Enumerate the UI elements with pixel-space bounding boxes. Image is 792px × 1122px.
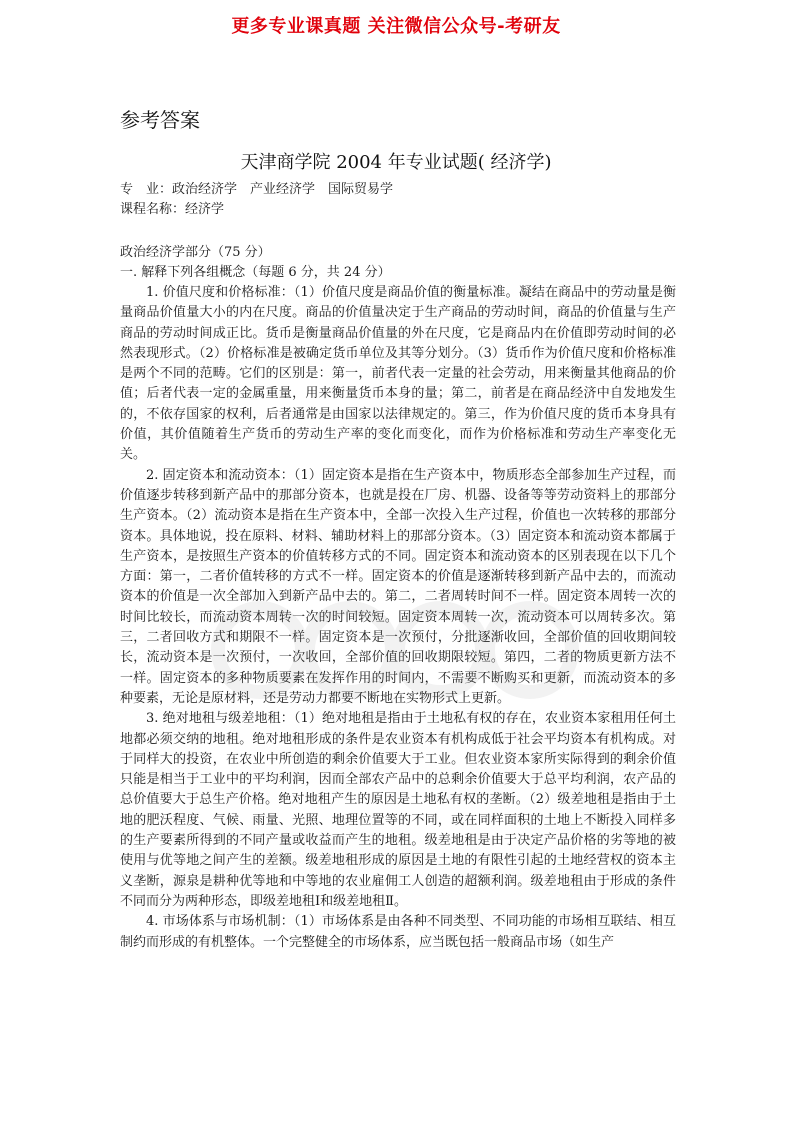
answer-paragraph-2: 2. 固定资本和流动资本：（1）固定资本是指在生产资本中，物质形态全部参加生产过程，而价值逐步转移到新产品中的那部分资本，也就是投在厂房、机器、设备等等劳动资料上的那部分生产资本。（2）流动资本是指在生产资本中，全部一次投入生产过程，价值也一次转移的那部分资本。具体地说，投在原料、材料、辅助材料上的那部分资本。（3）固定资本和流动资本都属于生产资本，是按照生产资本的价值转移方式的不同。固定资本和流动资本的区别表现在以下几个方面：第一，二者价值转移的方式不一样。固定资本的价值是逐渐转移到新产品中去的，而流动资本的价值是一次全部加入到新产品中去的。第二，二者周转时间不一样。固定资本周转一次的时间比较长，而流动资本周转一次的时间较短。固定资本周转一次，流动资本可以周转多次。第三，二者回收方式和期限不一样。固定资本是一次预付，分批逐渐收回，全部价值的回收期间较长，流动资本是一次预付，一次收回，全部价值的回收期限较短。第四，二者的物质更新方法不一样。固定资本的多种物质要素在发挥作用的时间内，不需要不断购买和更新，而流动资本的多种要素，无论是原材料，还是劳动力都要不断地在实物形式上更新。 bbox=[120, 467, 676, 706]
major-line: 专 业：政治经济学 产业经济学 国际贸易学 bbox=[120, 182, 394, 197]
course-line: 课程名称：经济学 bbox=[120, 202, 225, 217]
answer-body bbox=[120, 283, 676, 953]
answer-paragraph-3: 3. 绝对地租与级差地租：（1）绝对地租是指由于土地私有权的存在，农业资本家租用任何土地都必须交纳的地租。绝对地租形成的条件是农业资本有机构成低于社会平均资本有机构成。对于同样大的投资，在农业中所创造的剩余价值要大于工业。但农业资本家所实际得到的剩余价值只能是相当于工业中的平均利润，因而全部农产品中的总剩余价值要大于总平均利润，农产品的总价值要大于总生产价格。绝对地租产生的原因是土地私有权的垄断。（2）级差地租是指由于土地的肥沃程度、气候、雨量、光照、地理位置等的不同，或在同样面积的土地上不断投入同样多的生产要素所得到的不同产量或收益而产生的地租。级差地租是由于决定产品价格的劣等地的被使用与优等地之间产生的差额。级差地租形成的原因是土地的有限性引起的土地经营权的资本主义垄断，源泉是耕种优等地和中等地的农业雇佣工人创造的超额利润。级差地租由于形成的条件不同而分为两种形态，即级差地租Ⅰ和级差地租Ⅱ。 bbox=[120, 711, 676, 909]
section-heading: 参考答案 bbox=[120, 108, 200, 132]
promo-banner: 更多专业课真题 关注微信公众号-考研友 bbox=[231, 16, 561, 37]
question-heading: 一. 解释下列各组概念（每题 6 分，共 24 分） bbox=[120, 265, 391, 280]
answer-paragraph-1: 1. 价值尺度和价格标准：（1）价值尺度是商品价值的衡量标准。凝结在商品中的劳动量是衡量商品价值量大小的内在尺度。商品的价值量决定于生产商品的劳动时间，商品的价值量与生产商品的劳动时间成正比。货币是衡量商品价值量的外在尺度，它是商品内在价值即劳动时间的必然表现形式。（2）价格标准是被确定货币单位及其等分划分。（3）货币作为价值尺度和价格标准是两个不同的范畴。它们的区别是：第一，前者代表一定量的社会劳动，用来衡量其他商品的价值；后者代表一定的金属重量，用来衡量货币本身的量；第二，前者是在商品经济中自发地发生的，不依存国家的权利，后者通常是由国家以法律规定的。第三，作为价值尺度的货币本身具有价值，其价值随着生产货币的劳动生产率的变化而变化，而作为价格标准和劳动生产率变化无关。 bbox=[120, 285, 676, 463]
page-title: 天津商学院 2004 年专业试题( 经济学) bbox=[240, 152, 552, 173]
answer-paragraph-4: 4. 市场体系与市场机制：（1）市场体系是由各种不同类型、不同功能的市场相互联结、相互制约而形成的有机整体。一个完整健全的市场体系，应当既包括一般商品市场（如生产 bbox=[120, 914, 676, 950]
part-heading: 政治经济学部分（75 分） bbox=[120, 245, 271, 260]
